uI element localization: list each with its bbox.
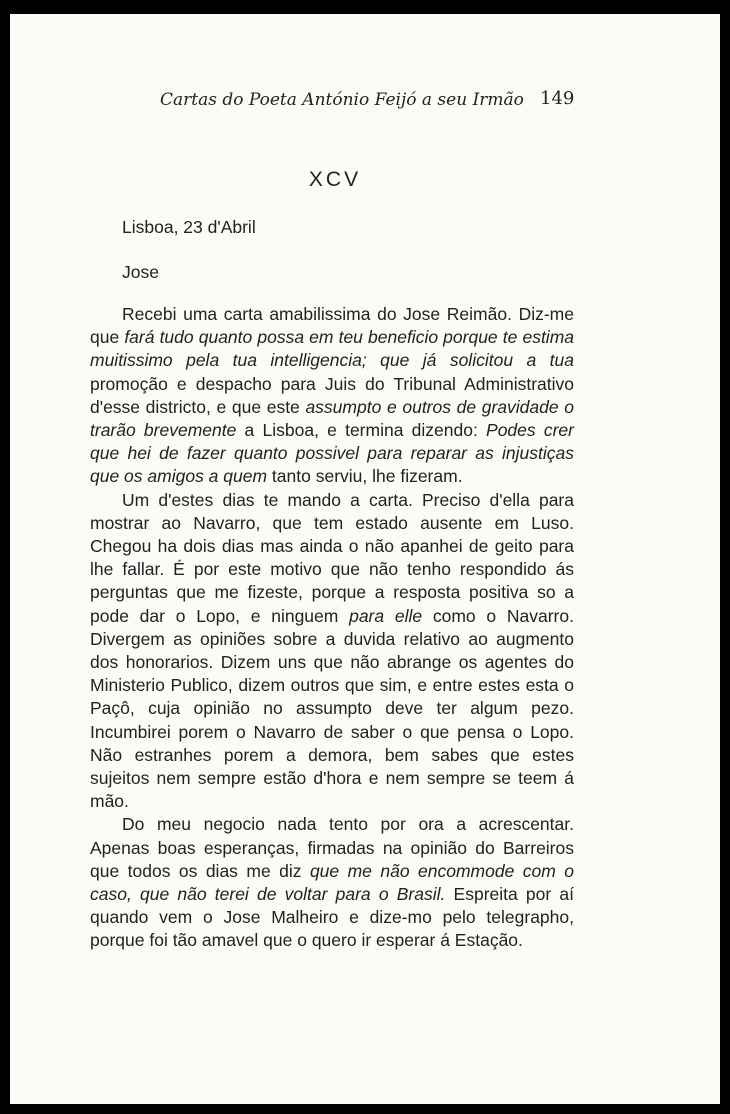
- text-run: Recebi uma carta amabilissima do Jose Reimão. Diz-me que: [90, 304, 574, 348]
- text-run: promoção e despacho para Juis do Tribunal Administrativo d'esse districto, e que este: [90, 373, 574, 417]
- italic-run: Podes crer que hei de fazer quanto possivel para reparar as injustiças que os amigos a quem: [90, 420, 574, 487]
- italic-run: que me não encommode com o caso, que não terei de voltar para o Brasil.: [90, 860, 574, 905]
- letter-number: XCV: [308, 168, 362, 191]
- page-number: 149: [540, 88, 575, 109]
- text-run: Espreita por aí quando vem o Jose Malheiro e dize-mo pelo telegrapho, porque foi tão amavel que o quero ir esperar á Estação.: [90, 884, 574, 951]
- letter-dateline: Lisboa, 23 d'Abril: [122, 217, 256, 237]
- running-title: Cartas do Poeta António Feijó a seu Irmão: [160, 90, 524, 110]
- italic-run: para elle: [349, 605, 423, 626]
- italic-run: fará tudo quanto possa em teu beneficio porque te estima muitissimo pela tua intelligencia; que já solicitou a tua: [90, 327, 575, 371]
- text-run: como o Navarro. Divergem as opiniões sobre a duvida relativo ao augmento dos honorarios. Dizem uns que não abrange os agentes do Ministerio Publico, dizem outros que sim, e entre estes esta o Paçô, cuja opinião no assumpto deve ter algum pezo. Incumbirei porem o Navarro de saber o que pensa o Lopo. Não estranhes porem a demora, bem sabes que estes sujeitos nem sempre estão d'hora e nem sempre se teem á mão.: [90, 605, 574, 812]
- scan-border-right: [720, 0, 730, 1114]
- letter-body: [90, 303, 574, 953]
- body-paragraph: [90, 813, 574, 952]
- letter-salutation: Jose: [122, 262, 159, 282]
- text-run: Do meu negocio nada tento por ora a acrescentar. Apenas boas esperanças, firmadas na opinião do Barreiros que todos os dias me diz: [90, 814, 574, 881]
- body-paragraph: [90, 489, 574, 814]
- text-run: a Lisboa, e termina dizendo:: [236, 420, 487, 441]
- body-paragraph: [90, 303, 574, 489]
- italic-run: assumpto e outros de gravidade o trarão brevemente: [90, 396, 574, 441]
- text-run: Um d'estes dias te mando a carta. Preciso d'ella para mostrar ao Navarro, que tem estado ausente em Luso. Chegou ha dois dias mas ainda o não apanhei de geito para lhe fallar. É por este motivo que não tenho respondido ás perguntas que me fizeste, porque a resposta positiva so a pode dar o Lopo, e ninguem: [90, 489, 574, 626]
- text-run: tanto serviu, lhe fizeram.: [267, 466, 463, 487]
- book-page: [10, 14, 720, 1104]
- scan-border-left: [0, 0, 10, 1114]
